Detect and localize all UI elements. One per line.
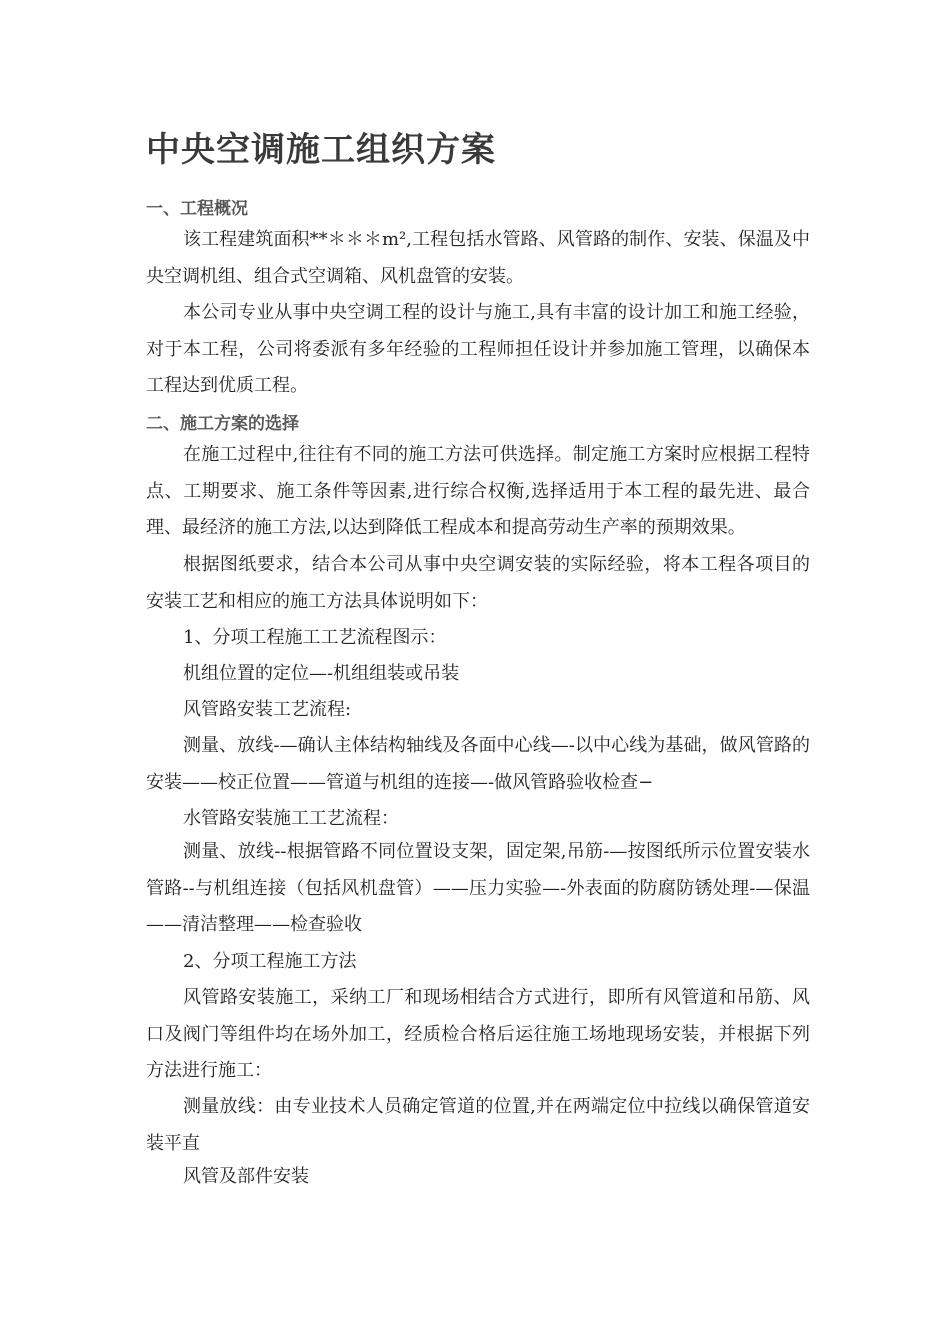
document-title: 中央空调施工组织方案 (146, 130, 496, 170)
paragraph: 1、分项工程施工工艺流程图示： (183, 627, 447, 648)
paragraph: 在施工过程中,往往有不同的施工方法可供选择。制定施工方案时应根据工程特点、工期要求、施工条件等因素,进行综合权衡,选择适用于本工程的最先进、最合理、最经济的施工方法,以达到降低工程成本和提高劳动生产率的预期效果。 (146, 444, 810, 538)
paragraph: 风管路安装工艺流程: (183, 699, 352, 720)
paragraph: 2、分项工程施工方法 (183, 951, 357, 972)
paragraph: 风管路安装施工，采纳工厂和现场相结合方式进行，即所有风管道和吊筋、风口及阀门等组件均在场外加工，经质检合格后运往施工场地现场安装，并根据下列方法进行施工： (146, 987, 810, 1081)
paragraph: 测量、放线--根据管路不同位置设支架，固定架,吊筋-—按图纸所示位置安装水管路--与机组连接（包括风机盘管）——压力实验—-外表面的防腐防锈处理-—保温——清洁整理——检查验收 (146, 841, 810, 935)
paragraph: 水管路安装施工工艺流程： (183, 808, 399, 829)
paragraph: 根据图纸要求，结合本公司从事中央空调安装的实际经验，将本工程各项目的安装工艺和相应的施工方法具体说明如下： (146, 554, 810, 612)
paragraph: 机组位置的定位—-机组组装或吊装 (183, 663, 460, 684)
section-heading-overview: 一、工程概况 (146, 199, 248, 219)
section-heading-plan: 二、施工方案的选择 (146, 414, 299, 434)
paragraph: 本公司专业从事中央空调工程的设计与施工,具有丰富的设计加工和施工经验，对于本工程，公司将委派有多年经验的工程师担任设计并参加施工管理，以确保本工程达到优质工程。 (146, 302, 810, 396)
paragraph: 测量放线：由专业技术人员确定管道的位置,并在两端定位中拉线以确保管道安装平直 (146, 1096, 810, 1154)
paragraph: 测量、放线-—确认主体结构轴线及各面中心线—-以中心线为基础，做风管路的安装——校正位置——管道与机组的连接—-做风管路验收检查− (146, 735, 810, 793)
paragraph: 该工程建筑面积**＊＊＊m²,工程包括水管路、风管路的制作、安装、保温及中央空调机组、组合式空调箱、风机盘管的安装。 (146, 229, 810, 287)
paragraph: 风管及部件安装 (183, 1166, 309, 1187)
